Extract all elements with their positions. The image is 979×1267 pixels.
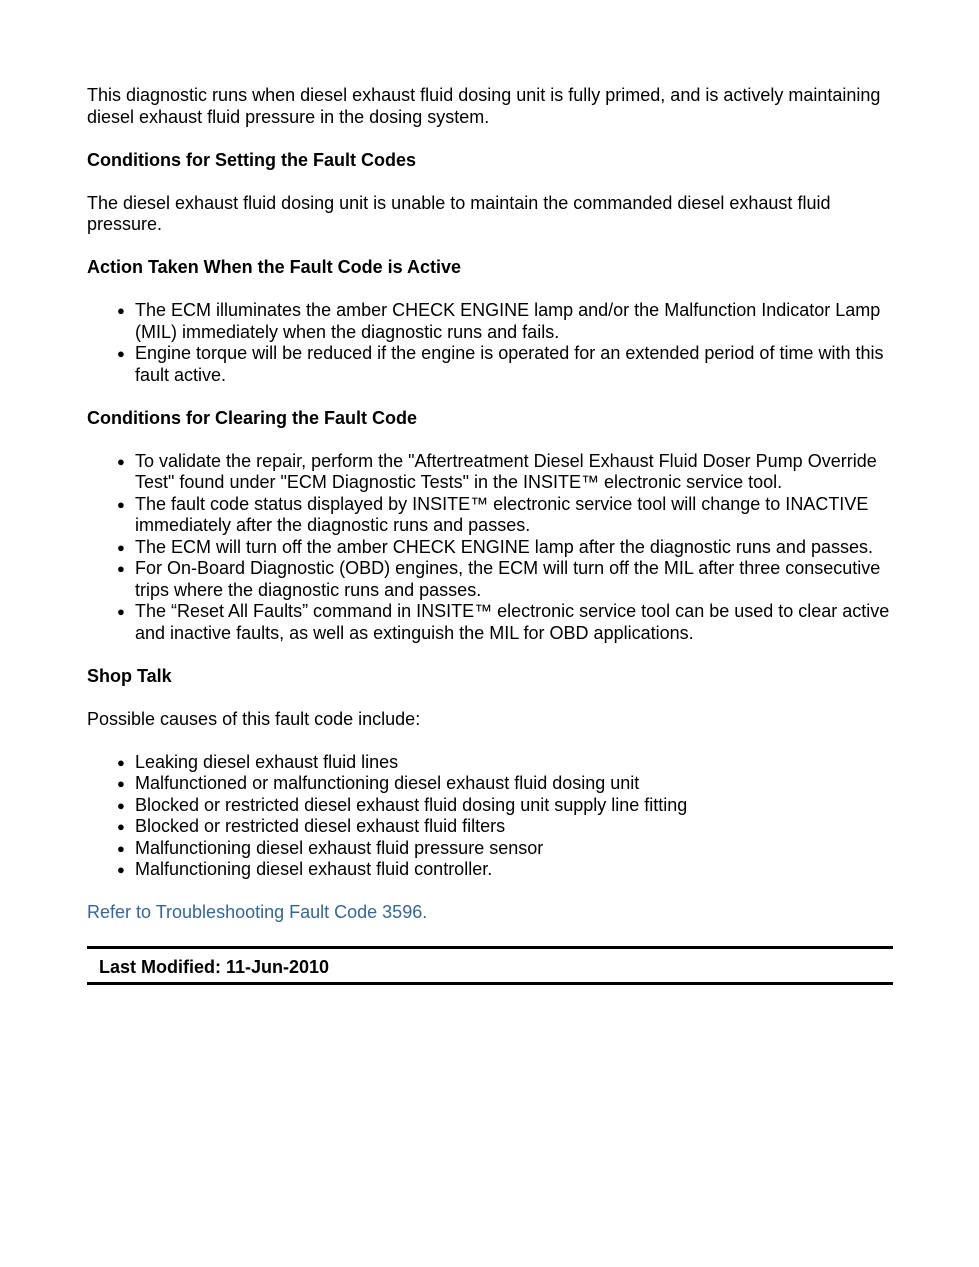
bullet-icon: ● <box>117 819 125 834</box>
bullet-icon: ● <box>117 754 125 770</box>
list-item-text: Engine torque will be reduced if the engine is operated for an extended period of time with this fault active. <box>135 343 884 385</box>
list-item-text: Malfunctioning diesel exhaust fluid controller. <box>135 859 493 879</box>
action-list <box>87 300 893 386</box>
bullet-icon: ● <box>117 604 125 619</box>
bullet-icon: ● <box>117 561 125 576</box>
list-item-text: Malfunctioning diesel exhaust fluid pressure sensor <box>135 837 544 858</box>
list-item <box>117 837 893 860</box>
bullet-icon: ● <box>117 797 125 813</box>
action-heading: Action Taken When the Fault Code is Active <box>87 257 462 277</box>
list-item <box>117 794 893 817</box>
list-item <box>117 816 893 838</box>
bullet-icon: ● <box>117 862 125 877</box>
last-modified-label: Last Modified: 11-Jun-2010 <box>99 956 330 977</box>
list-item <box>117 751 893 774</box>
shop-talk-heading: Shop Talk <box>87 665 172 686</box>
list-item <box>117 601 893 644</box>
bullet-icon: ● <box>117 840 125 856</box>
causes-list <box>87 752 893 881</box>
bullet-icon: ● <box>117 539 125 555</box>
intro-paragraph: This diagnostic runs when diesel exhaust fluid dosing unit is fully primed, and is actively maintaining diesel exhaust fluid pressure in the dosing system. <box>87 85 881 127</box>
setting-heading: Conditions for Setting the Fault Codes <box>87 149 416 170</box>
list-item-text: The ECM will turn off the amber CHECK ENGINE lamp after the diagnostic runs and passes. <box>135 536 873 557</box>
list-item <box>117 493 893 537</box>
bullet-icon: ● <box>117 453 125 469</box>
bullet-icon: ● <box>117 303 125 318</box>
list-item-text: Blocked or restricted diesel exhaust fluid filters <box>135 816 506 836</box>
list-item-text: For On-Board Diagnostic (OBD) engines, the ECM will turn off the MIL after three consecutive trips where the diagnostic runs and passes. <box>135 558 881 600</box>
list-item <box>117 343 893 386</box>
list-item-text: The fault code status displayed by INSITE™ electronic service tool will change to INACTIVE immediately after the diagnostic runs and passes. <box>135 493 869 535</box>
list-item <box>117 859 893 881</box>
list-item-text: Blocked or restricted diesel exhaust fluid dosing unit supply line fitting <box>135 794 688 815</box>
bullet-icon: ● <box>117 496 125 512</box>
list-item-text: Malfunctioned or malfunctioning diesel exhaust fluid dosing unit <box>135 773 640 793</box>
setting-paragraph: The diesel exhaust fluid dosing unit is unable to maintain the commanded diesel exhaust fluid pressure. <box>87 192 831 234</box>
list-item-text: The ECM illuminates the amber CHECK ENGINE lamp and/or the Malfunction Indicator Lamp (MIL) immediately when the diagnostic runs and fails. <box>135 300 881 342</box>
list-item-text: Leaking diesel exhaust fluid lines <box>135 751 399 772</box>
clearing-heading: Conditions for Clearing the Fault Code <box>87 407 417 428</box>
clearing-list <box>87 451 893 645</box>
document-page <box>87 85 893 985</box>
list-item <box>117 536 893 559</box>
shop-talk-paragraph: Possible causes of this fault code include: <box>87 708 421 729</box>
footer-bar <box>87 946 893 985</box>
list-item <box>117 558 893 601</box>
list-item-text: To validate the repair, perform the "Aftertreatment Diesel Exhaust Fluid Doser Pump Override Test" found under "ECM Diagnostic Tests" in the INSITE™ electronic service tool. <box>135 450 877 492</box>
list-item <box>117 300 893 343</box>
bullet-icon: ● <box>117 776 125 791</box>
list-item <box>117 450 893 494</box>
list-item <box>117 773 893 795</box>
bullet-icon: ● <box>117 346 125 361</box>
list-item-text: The “Reset All Faults” command in INSITE™ electronic service tool can be used to clear active and inactive faults, as well as extinguish the MIL for OBD applications. <box>135 601 890 643</box>
troubleshooting-link[interactable]: Refer to Troubleshooting Fault Code 3596. <box>87 902 428 922</box>
